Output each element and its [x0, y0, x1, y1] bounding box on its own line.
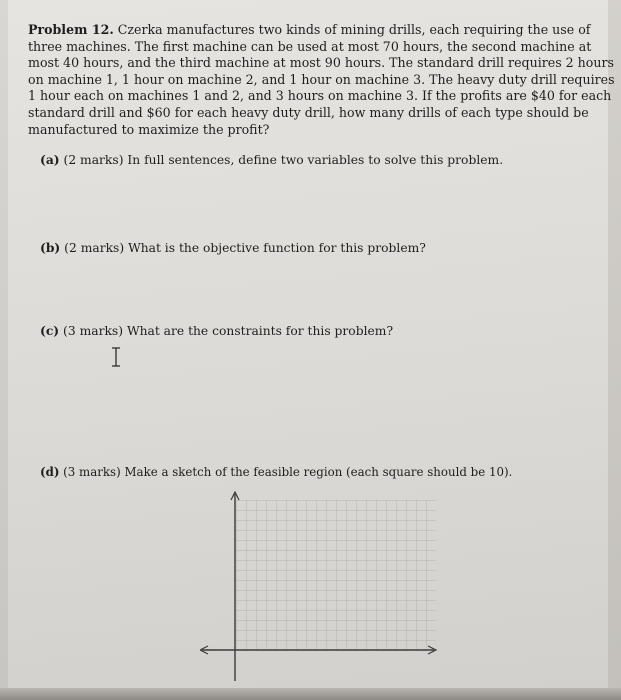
desk-edge: [0, 688, 621, 700]
problem-line-4: on machine 1, 1 hour on machine 2, and 1 hour on machine 3. The heavy duty drill requires: [28, 71, 615, 87]
part-a-question: [40, 152, 503, 167]
part-a-tag: (a): [40, 152, 60, 167]
part-d-tag: (d): [40, 465, 60, 479]
part-c-text: What are the constraints for this problem?: [126, 324, 394, 338]
text-cursor-icon: [110, 347, 122, 367]
problem-line-1: [28, 22, 591, 39]
part-c-question: [40, 323, 393, 338]
problem-heading: Problem 12.: [28, 22, 114, 37]
problem-line-3: most 40 hours, and the third machine at most 90 hours. The standard drill requires 2 hours: [28, 55, 614, 71]
part-a-marks: (2 marks): [63, 153, 124, 167]
problem-line-1-text: Czerka manufactures two kinds of mining drills, each requiring the use of: [117, 22, 591, 37]
part-b-question: [40, 240, 426, 255]
problem-line-5: 1 hour each on machines 1 and 2, and 3 hours on machine 3. If the profits are $40 for each: [28, 88, 612, 104]
y-axis: [231, 492, 239, 681]
feasible-region-axes: [200, 488, 440, 688]
part-c-marks: (3 marks): [63, 324, 124, 338]
part-b-tag: (b): [40, 240, 61, 255]
part-d-text: Make a sketch of the feasible region (each square should be 10).: [124, 465, 513, 479]
problem-line-2: three machines. The first machine can be used at most 70 hours, the second machine at: [28, 38, 592, 54]
part-b-marks: (2 marks): [64, 241, 125, 255]
problem-line-6: standard drill and $60 for each heavy duty drill, how many drills of each type should be: [28, 104, 589, 120]
part-b-text: What is the objective function for this problem?: [128, 241, 426, 255]
part-c-tag: (c): [40, 323, 60, 338]
part-d-marks: (3 marks): [63, 465, 121, 479]
part-d-question: [40, 465, 512, 479]
problem-line-7: manufactured to maximize the profit?: [28, 121, 270, 137]
problem-statement: [28, 22, 615, 138]
part-a-text: In full sentences, define two variables to solve this problem.: [127, 153, 504, 167]
